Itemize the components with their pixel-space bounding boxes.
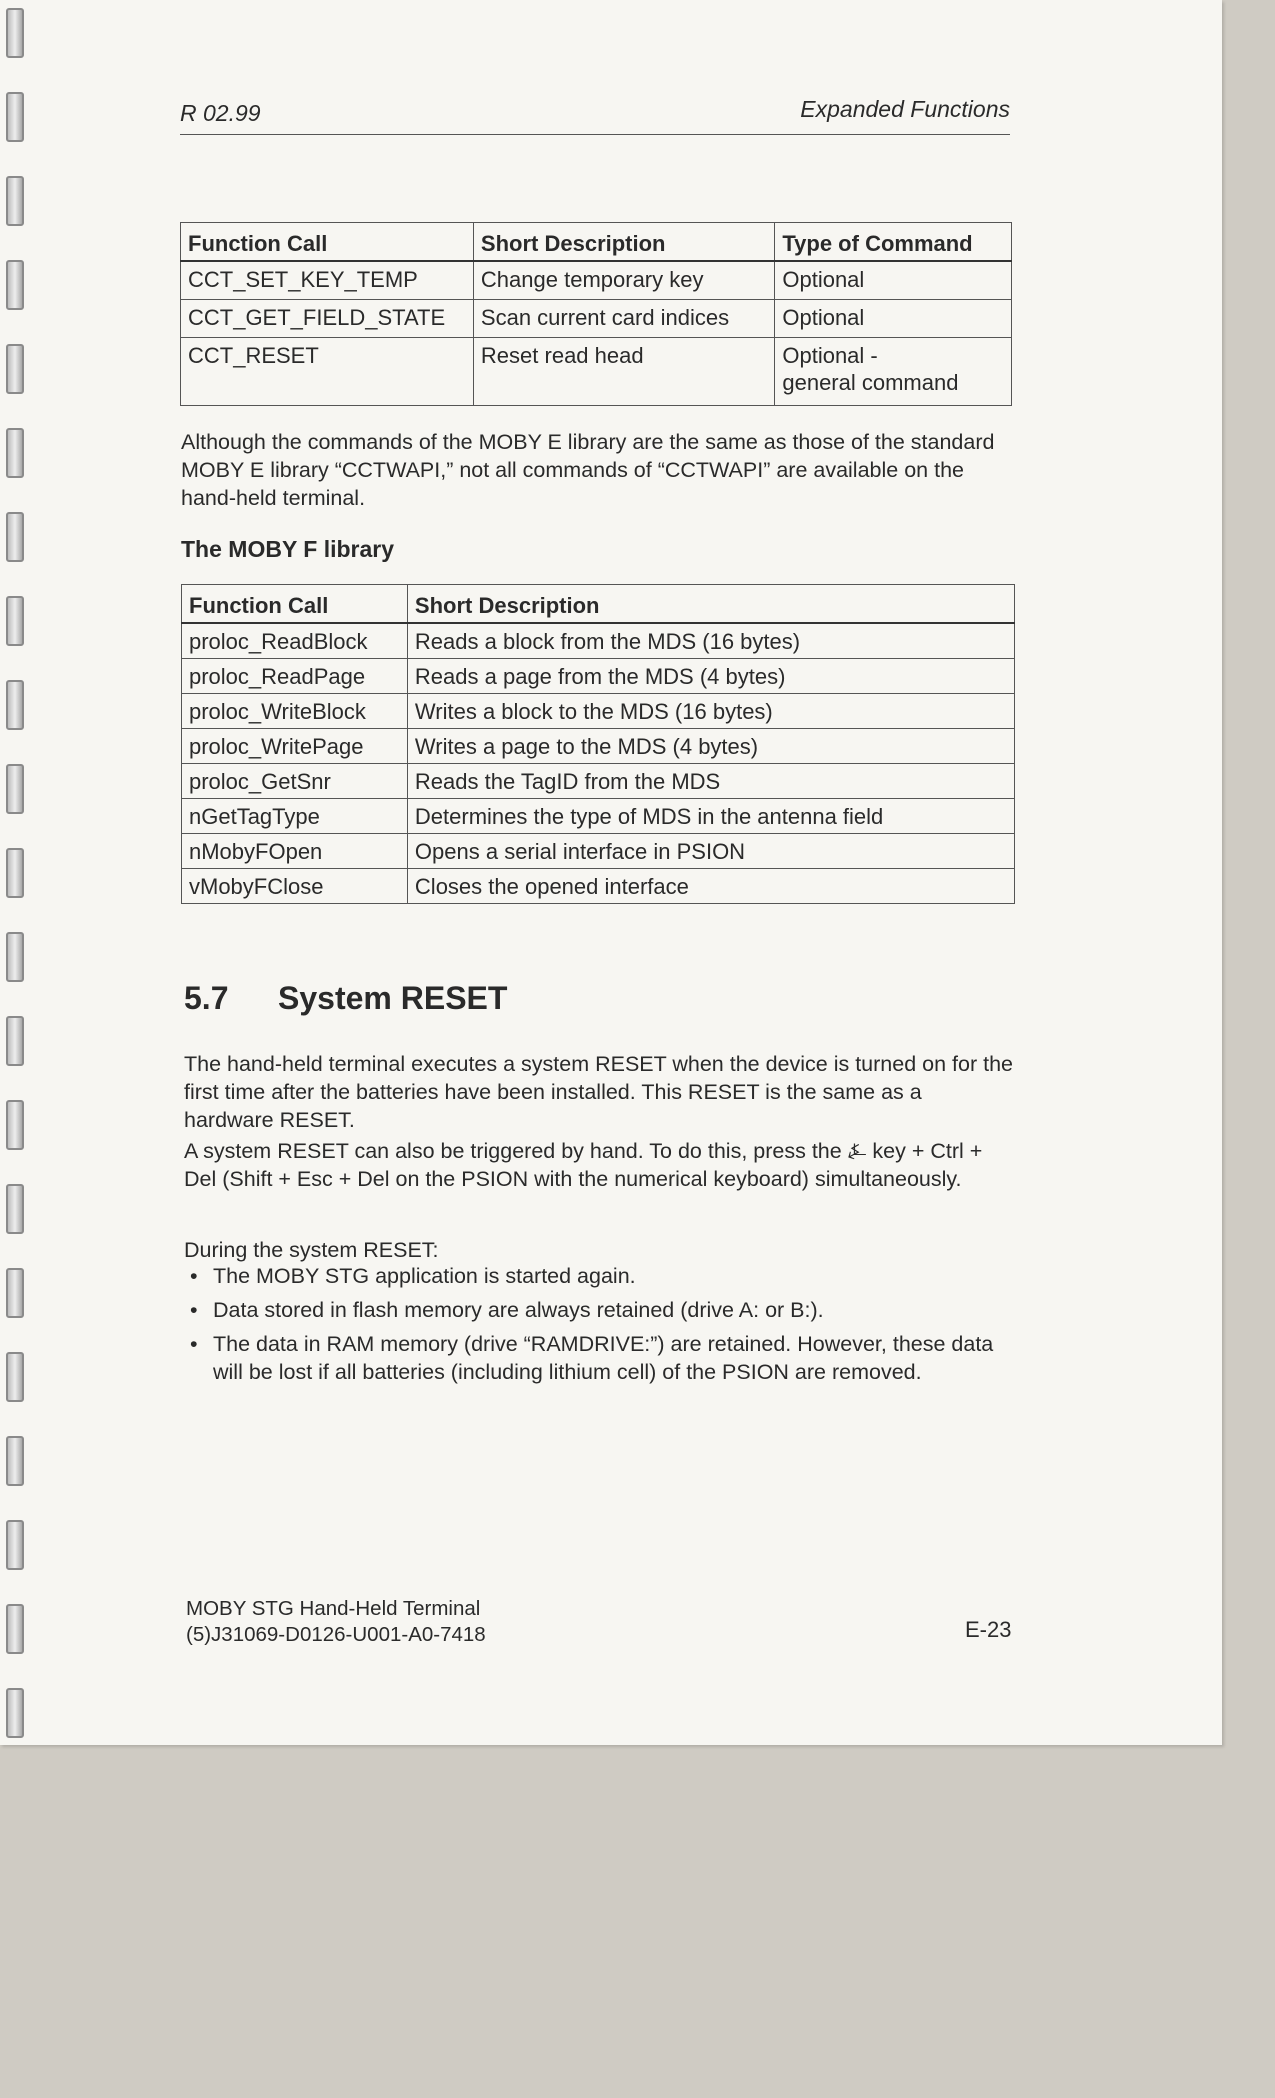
section-title: System RESET: [278, 980, 508, 1016]
binding-ring: [6, 1688, 24, 1738]
paragraph-library-note: Although the commands of the MOBY E library are the same as those of the standard MOBY E library “CCTWAPI,” not all commands of “CCTWAPI” are available on the hand-held terminal.: [181, 430, 995, 510]
binding-ring: [6, 680, 24, 730]
table-row: [182, 869, 1015, 904]
binding-ring: [6, 1268, 24, 1318]
table-row: [181, 261, 1012, 299]
paragraph-during-reset: During the system RESET:: [184, 1238, 439, 1262]
table-cell: Scan current card indices: [473, 299, 774, 337]
column-header: Short Description: [407, 585, 1014, 624]
page-header: [180, 96, 1010, 135]
binding-ring: [6, 848, 24, 898]
table-cell: Opens a serial interface in PSION: [407, 834, 1014, 869]
binding-ring: [6, 92, 24, 142]
table-row: [182, 729, 1015, 764]
list-item-text: Data stored in flash memory are always retained (drive A: or B:).: [213, 1298, 824, 1322]
column-header: Function Call: [181, 223, 474, 262]
table-header-row: [182, 585, 1015, 624]
header-chapter: Expanded Functions: [800, 96, 1010, 122]
binding-ring: [6, 1520, 24, 1570]
list-item: [184, 1262, 1014, 1290]
table-cell: Optional - general command: [775, 337, 1012, 405]
footer-order-number: (5)J31069-D0126-U001-A0-7418: [186, 1623, 486, 1646]
table-row: [182, 764, 1015, 799]
table-cell: nMobyFOpen: [182, 834, 408, 869]
table-cell: Optional: [775, 299, 1012, 337]
list-item-text: The data in RAM memory (drive “RAMDRIVE:”) are retained. However, these data will be lost if all batteries (including lithium cell) of the PSION are removed.: [213, 1332, 994, 1384]
list-item: [184, 1296, 1014, 1324]
spiral-binding: [2, 0, 28, 1745]
binding-ring: [6, 1016, 24, 1066]
footer-product-name: MOBY STG Hand-Held Terminal: [186, 1597, 481, 1620]
binding-ring: [6, 1436, 24, 1486]
binding-ring: [6, 1100, 24, 1150]
table-cell: Writes a page to the MDS (4 bytes): [407, 729, 1014, 764]
table-cell: CCT_RESET: [181, 337, 474, 405]
table-cell: Optional: [775, 261, 1012, 299]
table-cell: proloc_WritePage: [182, 729, 408, 764]
table-cell: Change temporary key: [473, 261, 774, 299]
table-row: [181, 337, 1012, 405]
table-cell: CCT_GET_FIELD_STATE: [181, 299, 474, 337]
column-header: Short Description: [473, 223, 774, 262]
page-number: E-23: [965, 1617, 1012, 1642]
column-header: Type of Command: [775, 223, 1012, 262]
binding-ring: [6, 428, 24, 478]
table-cell: Determines the type of MDS in the antenna field: [407, 799, 1014, 834]
table-cell: proloc_WriteBlock: [182, 694, 408, 729]
binding-ring: [6, 260, 24, 310]
table-cell: nGetTagType: [182, 799, 408, 834]
cctwapi-function-table: [180, 222, 1012, 406]
table-row: [182, 694, 1015, 729]
table-cell: Reads a page from the MDS (4 bytes): [407, 659, 1014, 694]
footer-document-info: [186, 1596, 486, 1648]
table-row: [182, 834, 1015, 869]
binding-ring: [6, 596, 24, 646]
bullet-icon: •: [190, 1332, 198, 1356]
table-cell: proloc_GetSnr: [182, 764, 408, 799]
section-number: 5.7: [184, 980, 229, 1016]
table-cell: proloc_ReadPage: [182, 659, 408, 694]
subheading-moby-f-library: The MOBY F library: [181, 536, 395, 562]
table-row: [182, 799, 1015, 834]
reset-effects-list: [184, 1262, 1014, 1392]
paragraph-reset-intro: The hand-held terminal executes a system RESET when the device is turned on for the first time after the batteries have been installed. This RESET is the same as a hardware RESET.: [184, 1052, 1013, 1132]
binding-ring: [6, 1184, 24, 1234]
header-revision: R 02.99: [180, 100, 261, 126]
table-header-row: [181, 223, 1012, 262]
table-cell: Reset read head: [473, 337, 774, 405]
binding-ring: [6, 8, 24, 58]
bullet-icon: •: [190, 1298, 198, 1322]
list-item: [184, 1330, 1014, 1386]
table-cell: Reads the TagID from the MDS: [407, 764, 1014, 799]
list-item-text: The MOBY STG application is started again.: [213, 1264, 636, 1288]
column-header: Function Call: [182, 585, 408, 624]
table-row: [182, 623, 1015, 659]
table-cell: Writes a block to the MDS (16 bytes): [407, 694, 1014, 729]
table-cell: Reads a block from the MDS (16 bytes): [407, 623, 1014, 659]
binding-ring: [6, 764, 24, 814]
table-row: [182, 659, 1015, 694]
paragraph-reset-manual: A system RESET can also be triggered by hand. To do this, press the ⍼ key + Ctrl + Del (Shift + Esc + Del on the PSION with the numerical keyboard) simultaneously.: [184, 1139, 983, 1191]
table-cell: proloc_ReadBlock: [182, 623, 408, 659]
moby-f-function-table: [181, 584, 1015, 904]
binding-ring: [6, 176, 24, 226]
binding-ring: [6, 1352, 24, 1402]
bullet-icon: •: [190, 1264, 198, 1288]
table-cell: Closes the opened interface: [407, 869, 1014, 904]
table-cell: vMobyFClose: [182, 869, 408, 904]
binding-ring: [6, 512, 24, 562]
table-row: [181, 299, 1012, 337]
binding-ring: [6, 344, 24, 394]
binding-ring: [6, 932, 24, 982]
table-cell: CCT_SET_KEY_TEMP: [181, 261, 474, 299]
binding-ring: [6, 1604, 24, 1654]
section-heading: [184, 980, 507, 1017]
